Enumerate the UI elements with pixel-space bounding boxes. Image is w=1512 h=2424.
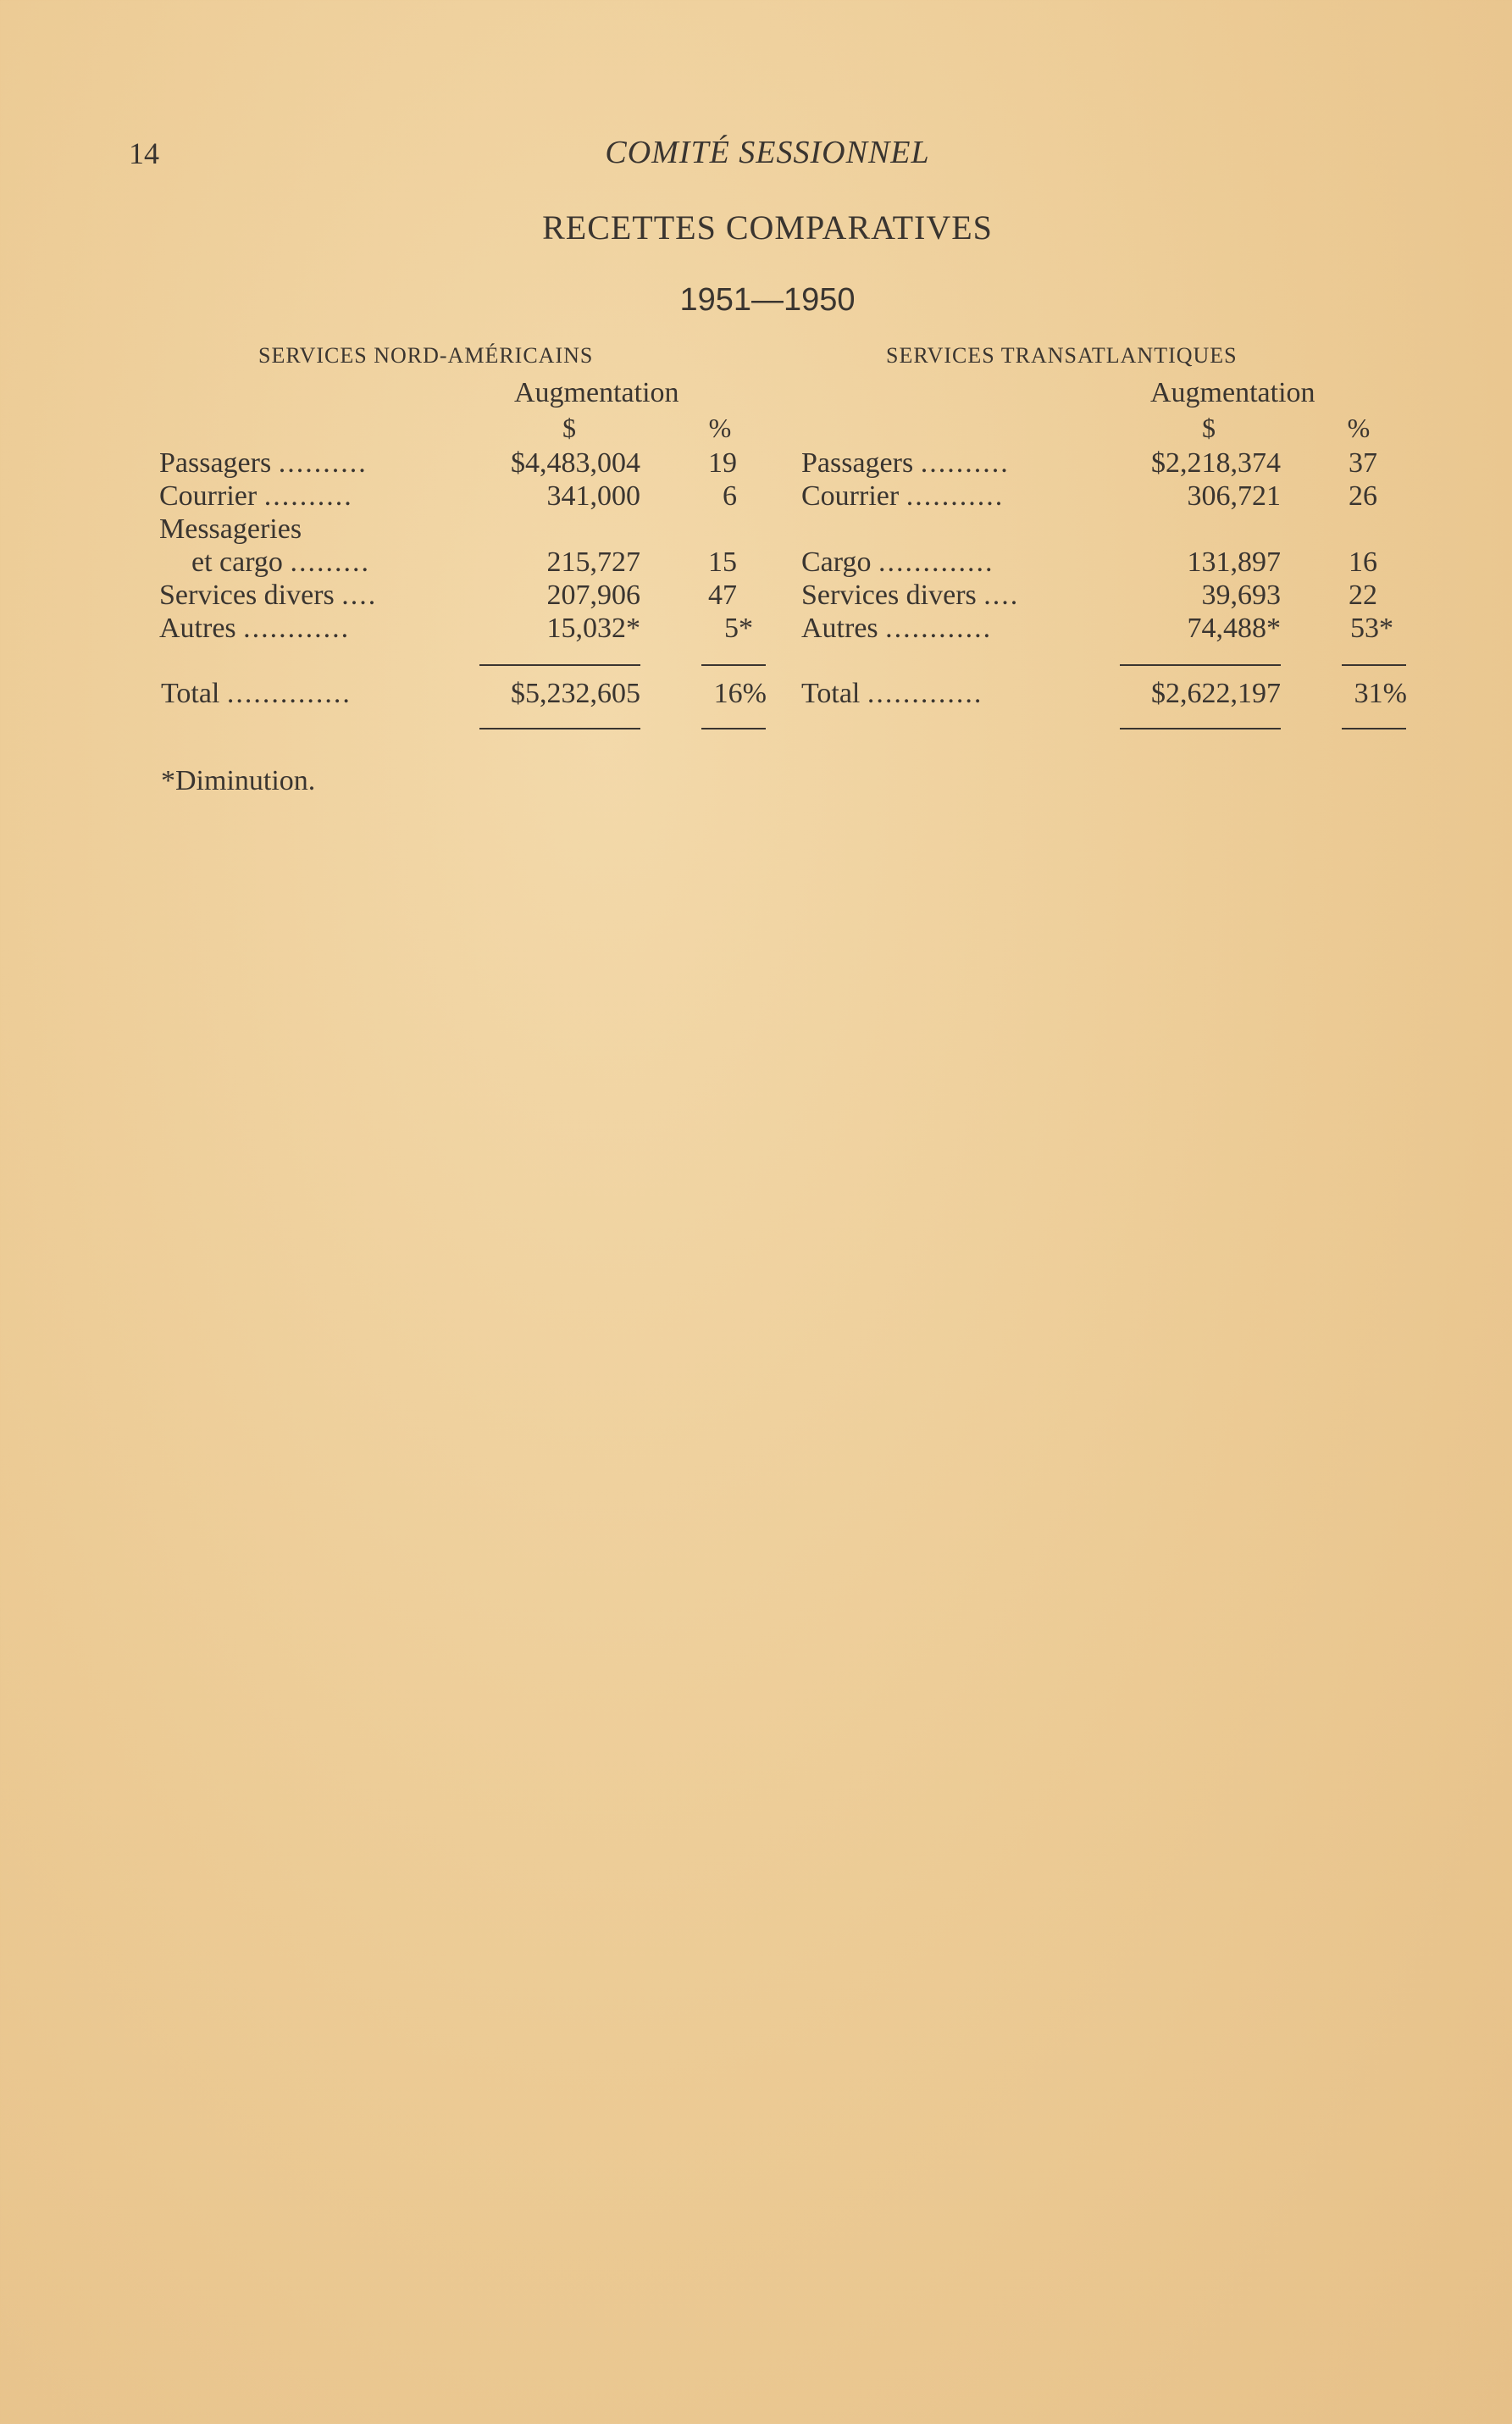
row-amount: 39,693 [1201,580,1281,611]
page-number: 14 [129,136,159,170]
footnote: *Diminution. [161,765,316,796]
leader-dots: .......... [263,480,353,512]
right-amount-rule-bottom [1120,728,1281,729]
right-unit-percent: % [1347,413,1371,443]
running-head: COMITÉ SESSIONNEL [605,135,930,170]
leader-dots: .... [341,580,378,611]
left-unit-percent: % [708,413,732,443]
leader-dots: ............. [867,678,983,709]
leader-dots: ............. [878,546,994,578]
leader-dots: .......... [278,447,368,479]
leader-dots: ......... [290,546,370,578]
leader-dots: ............ [243,613,351,644]
row-amount: 131,897 [1187,546,1281,578]
right-augmentation-heading: Augmentation [1150,377,1315,408]
row-amount: 215,727 [546,546,640,578]
row-label: Passagers [159,447,272,479]
row-percent: 31% [1354,678,1407,709]
row-label: Courrier [159,480,258,512]
row-amount: $2,622,197 [1151,678,1281,709]
leader-dots: ............ [885,613,993,644]
row-percent: 5* [724,613,753,644]
right-unit-amount: $ [1202,413,1216,443]
right-section-title: SERVICES TRANSATLANTIQUES [886,343,1238,368]
left-unit-amount: $ [562,413,576,443]
right-percent-rule-top [1342,664,1406,666]
row-label: Services divers [801,580,977,611]
row-percent: 19 [708,447,737,479]
row-label: Courrier [801,480,900,512]
row-percent: 37 [1349,447,1377,479]
left-amount-rule-bottom [479,728,640,729]
row-amount: $5,232,605 [511,678,640,709]
row-percent: 15 [708,546,737,578]
row-label: Messageries [159,513,302,545]
row-percent: 16% [713,678,767,709]
row-label: Services divers [159,580,335,611]
row-label: Total [161,678,220,709]
row-amount: 341,000 [546,480,640,512]
row-amount: $4,483,004 [511,447,640,479]
leader-dots: ........... [906,480,1005,512]
left-section-title: SERVICES NORD-AMÉRICAINS [258,343,594,368]
row-label: Autres [159,613,236,644]
right-percent-rule-bottom [1342,728,1406,729]
row-amount: 207,906 [546,580,640,611]
row-percent: 47 [708,580,737,611]
left-amount-rule-top [479,664,640,666]
row-percent: 6 [723,480,737,512]
right-amount-rule-top [1120,664,1281,666]
left-augmentation-heading: Augmentation [514,377,679,408]
row-amount: $2,218,374 [1151,447,1281,479]
leader-dots: .... [983,580,1020,611]
row-percent: 16 [1349,546,1377,578]
row-label: Cargo [801,546,872,578]
left-percent-rule-bottom [701,728,766,729]
row-percent: 53* [1350,613,1393,644]
row-label: et cargo [191,546,283,578]
year-range: 1951—1950 [679,282,856,318]
row-percent: 22 [1349,580,1377,611]
row-amount: 74,488* [1187,613,1281,644]
left-percent-rule-top [701,664,766,666]
page-title: RECETTES COMPARATIVES [542,208,993,247]
row-label: Total [801,678,861,709]
leader-dots: .......... [920,447,1010,479]
row-label: Passagers [801,447,914,479]
row-amount: 15,032* [546,613,640,644]
row-label: Autres [801,613,878,644]
row-percent: 26 [1349,480,1377,512]
leader-dots: .............. [226,678,352,709]
row-amount: 306,721 [1187,480,1281,512]
